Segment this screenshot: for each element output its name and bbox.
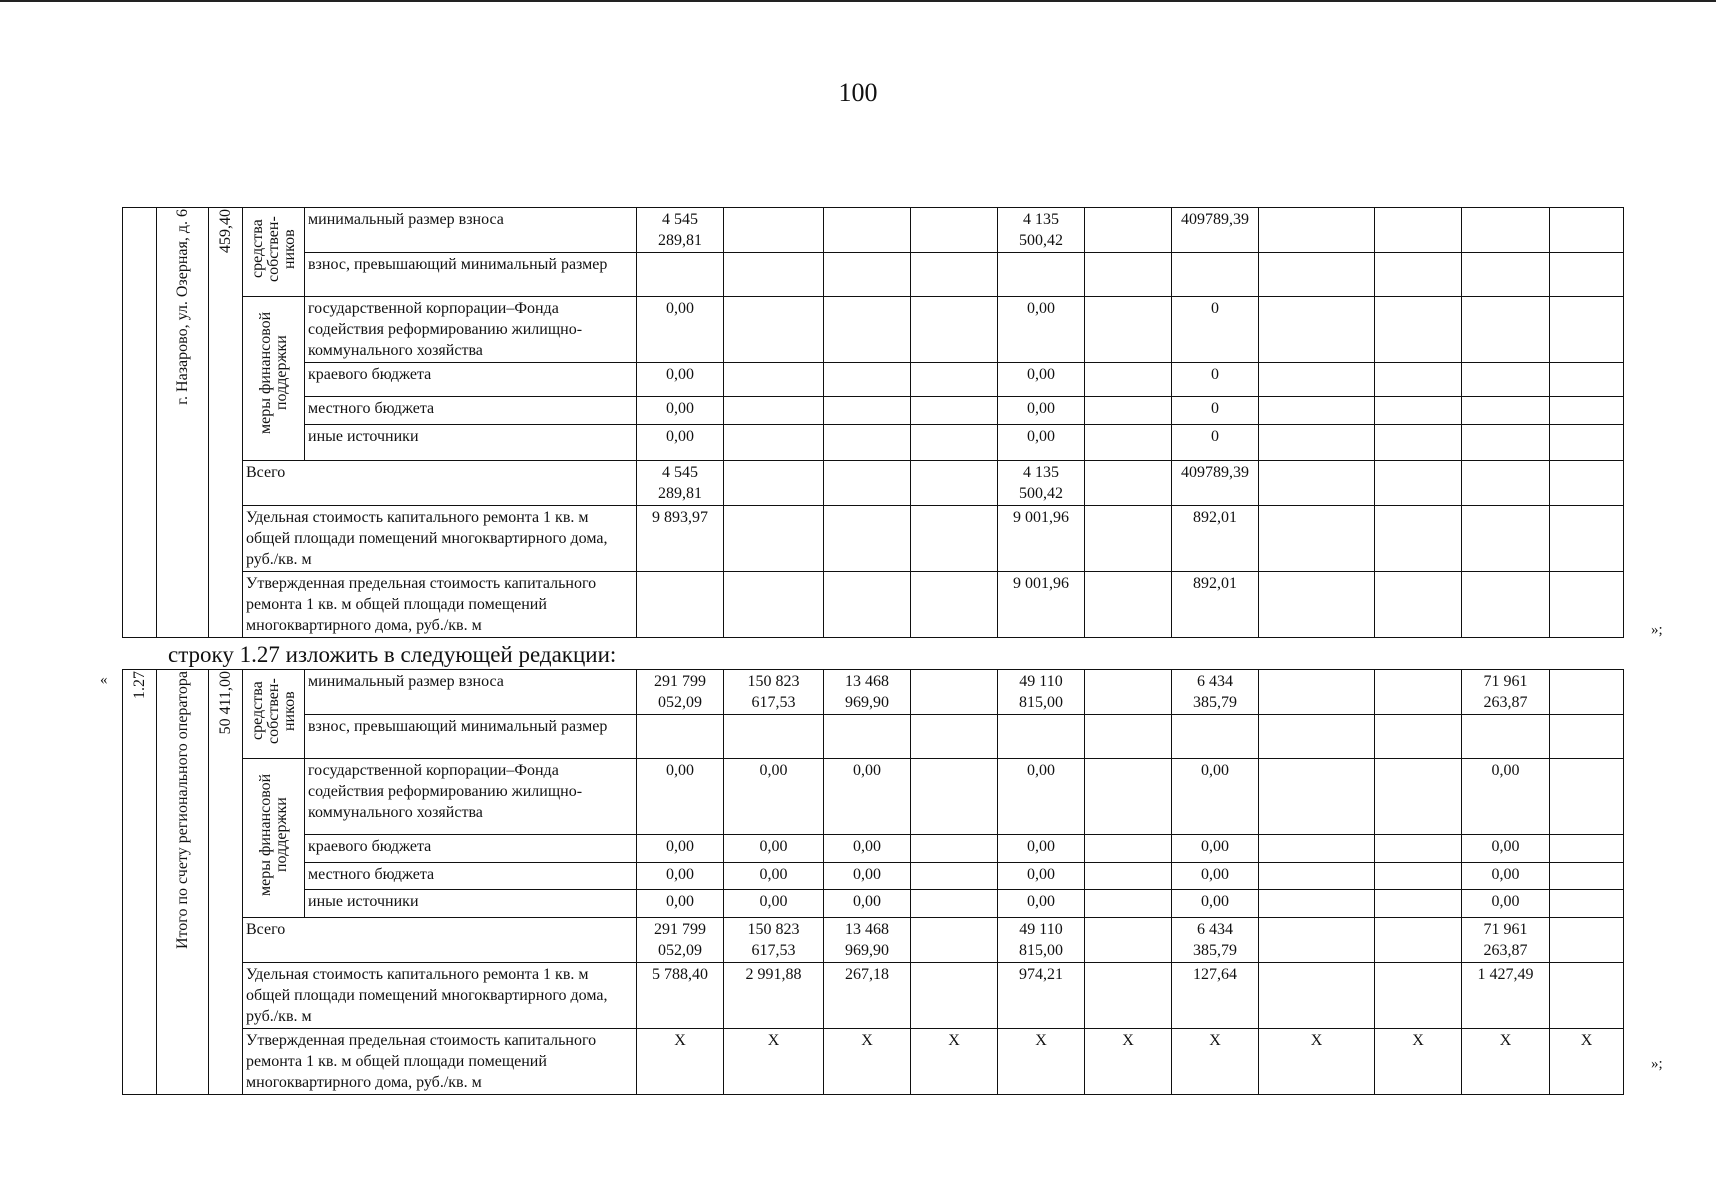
closing-quote-2: »; — [1651, 1056, 1663, 1072]
value-cell-c11 — [1550, 425, 1624, 461]
value-cell-c6 — [1085, 715, 1172, 759]
value-cell-c3 — [824, 397, 911, 425]
value-cell-c11 — [1550, 759, 1624, 835]
value-cell-c3 — [824, 715, 911, 759]
value-cell-c9 — [1375, 835, 1462, 863]
owner-funds-label: средства собствен-ников — [248, 216, 298, 282]
value-cell-c2: 150 823 617,53 — [724, 918, 824, 963]
value-cell-c1 — [637, 715, 724, 759]
value-cell-c4 — [911, 890, 998, 918]
value-cell-c5: 49 110 815,00 — [998, 670, 1085, 715]
value-cell-c11 — [1550, 208, 1624, 253]
area-cell — [209, 670, 243, 1095]
value-cell-c1: 5 788,40 — [637, 963, 724, 1029]
value-cell-c10 — [1462, 397, 1550, 425]
value-cell-c3: 13 468 969,90 — [824, 918, 911, 963]
value-cell-c7: 409789,39 — [1172, 208, 1259, 253]
table-row — [123, 208, 1624, 253]
value-cell-c10 — [1462, 425, 1550, 461]
value-cell-c3 — [824, 506, 911, 572]
value-cell-c1: 0,00 — [637, 363, 724, 397]
object-name-cell — [157, 208, 209, 638]
value-cell-c4 — [911, 461, 998, 506]
table-row — [123, 253, 1624, 297]
owner-funds-label: средства собствен-ников — [248, 678, 298, 744]
value-cell-c5: 49 110 815,00 — [998, 918, 1085, 963]
value-cell-c7: 0,00 — [1172, 890, 1259, 918]
value-cell-c4 — [911, 572, 998, 638]
value-cell-c11 — [1550, 670, 1624, 715]
row-label: иные источники — [305, 890, 637, 918]
value-cell-c3 — [824, 297, 911, 363]
table-row — [123, 1029, 1624, 1095]
row-label: Всего — [243, 461, 637, 506]
value-cell-c6 — [1085, 253, 1172, 297]
value-cell-c9 — [1375, 963, 1462, 1029]
value-cell-c3 — [824, 208, 911, 253]
value-cell-c11 — [1550, 297, 1624, 363]
value-cell-c7: 0 — [1172, 363, 1259, 397]
row-label: минимальный размер взноса — [305, 670, 637, 715]
page-number: 100 — [838, 78, 878, 107]
value-cell-c4 — [911, 208, 998, 253]
value-cell-c8 — [1259, 297, 1375, 363]
value-cell-c1: 4 545 289,81 — [637, 208, 724, 253]
value-cell-c1: 0,00 — [637, 759, 724, 835]
value-cell-c6: X — [1085, 1029, 1172, 1095]
value-cell-c9 — [1375, 506, 1462, 572]
value-cell-c6 — [1085, 461, 1172, 506]
row-label: Удельная стоимость капитального ремонта 1 кв. м общей площади помещений многоквартирного дома, руб./кв. м — [243, 506, 637, 572]
value-cell-c5: 0,00 — [998, 862, 1085, 890]
value-cell-c5: 4 135 500,42 — [998, 461, 1085, 506]
value-cell-c9 — [1375, 253, 1462, 297]
value-cell-c2 — [724, 363, 824, 397]
value-cell-c3 — [824, 253, 911, 297]
total-area: 50 411,00 — [217, 671, 234, 735]
value-cell-c6 — [1085, 425, 1172, 461]
row-label: государственной корпорации–Фонда содействия реформированию жилищно-коммунального хозяйства — [305, 297, 637, 363]
value-cell-c6 — [1085, 397, 1172, 425]
financial-support-group — [243, 759, 305, 918]
table-row — [123, 835, 1624, 863]
value-cell-c8 — [1259, 425, 1375, 461]
row-label: Утвержденная предельная стоимость капитального ремонта 1 кв. м общей площади помещений многоквартирного дома, руб./кв. м — [243, 1029, 637, 1095]
value-cell-c9 — [1375, 572, 1462, 638]
value-cell-c2 — [724, 572, 824, 638]
value-cell-c2 — [724, 208, 824, 253]
value-cell-c4 — [911, 506, 998, 572]
value-cell-c11 — [1550, 715, 1624, 759]
value-cell-c2: 0,00 — [724, 835, 824, 863]
value-cell-c1: X — [637, 1029, 724, 1095]
value-cell-c1 — [637, 253, 724, 297]
value-cell-c4 — [911, 363, 998, 397]
value-cell-c9 — [1375, 397, 1462, 425]
value-cell-c3: 0,00 — [824, 890, 911, 918]
table-row — [123, 715, 1624, 759]
value-cell-c11 — [1550, 918, 1624, 963]
value-cell-c4 — [911, 253, 998, 297]
owner-funds-group — [243, 670, 305, 759]
value-cell-c8 — [1259, 670, 1375, 715]
value-cell-c4 — [911, 759, 998, 835]
value-cell-c7: 0,00 — [1172, 835, 1259, 863]
table-regional-operator — [122, 669, 1624, 1095]
value-cell-c1 — [637, 572, 724, 638]
value-cell-c1: 291 799 052,09 — [637, 918, 724, 963]
value-cell-c11 — [1550, 890, 1624, 918]
row-label: Удельная стоимость капитального ремонта 1 кв. м общей площади помещений многоквартирного дома, руб./кв. м — [243, 963, 637, 1029]
value-cell-c5: 9 001,96 — [998, 572, 1085, 638]
row-label: взнос, превышающий минимальный размер — [305, 253, 637, 297]
row-label: взнос, превышающий минимальный размер — [305, 715, 637, 759]
value-cell-c3: 0,00 — [824, 759, 911, 835]
value-cell-c9 — [1375, 918, 1462, 963]
value-cell-c2 — [724, 297, 824, 363]
value-cell-c4 — [911, 835, 998, 863]
value-cell-c9: X — [1375, 1029, 1462, 1095]
value-cell-c9 — [1375, 363, 1462, 397]
value-cell-c4 — [911, 862, 998, 890]
house-address: г. Назарово, ул. Озерная, д. 6 — [174, 209, 191, 405]
value-cell-c6 — [1085, 890, 1172, 918]
value-cell-c8 — [1259, 397, 1375, 425]
value-cell-c2: 150 823 617,53 — [724, 670, 824, 715]
value-cell-c9 — [1375, 759, 1462, 835]
value-cell-c4 — [911, 397, 998, 425]
top-border-line — [0, 0, 1716, 2]
value-cell-c8 — [1259, 835, 1375, 863]
value-cell-c8 — [1259, 208, 1375, 253]
value-cell-c5 — [998, 253, 1085, 297]
value-cell-c1: 0,00 — [637, 425, 724, 461]
table-nazarovo — [122, 207, 1624, 638]
row-label: государственной корпорации–Фонда содействия реформированию жилищно-коммунального хозяйства — [305, 759, 637, 835]
value-cell-c1: 0,00 — [637, 862, 724, 890]
value-cell-c5: 4 135 500,42 — [998, 208, 1085, 253]
value-cell-c4 — [911, 297, 998, 363]
value-cell-c3: 0,00 — [824, 835, 911, 863]
financial-support-group — [243, 297, 305, 461]
value-cell-c3 — [824, 363, 911, 397]
value-cell-c2: 2 991,88 — [724, 963, 824, 1029]
value-cell-c5 — [998, 715, 1085, 759]
value-cell-c10 — [1462, 297, 1550, 363]
object-name-cell — [157, 670, 209, 1095]
value-cell-c11 — [1550, 862, 1624, 890]
value-cell-c10 — [1462, 572, 1550, 638]
value-cell-c6 — [1085, 506, 1172, 572]
value-cell-c6 — [1085, 759, 1172, 835]
value-cell-c8 — [1259, 461, 1375, 506]
row-label: краевого бюджета — [305, 363, 637, 397]
value-cell-c3: X — [824, 1029, 911, 1095]
value-cell-c2 — [724, 253, 824, 297]
value-cell-c7: X — [1172, 1029, 1259, 1095]
value-cell-c8 — [1259, 890, 1375, 918]
value-cell-c3: 0,00 — [824, 862, 911, 890]
value-cell-c9 — [1375, 461, 1462, 506]
row-label: краевого бюджета — [305, 835, 637, 863]
value-cell-c2 — [724, 715, 824, 759]
value-cell-c11 — [1550, 572, 1624, 638]
value-cell-c6 — [1085, 862, 1172, 890]
table-row — [123, 963, 1624, 1029]
value-cell-c10: 71 961 263,87 — [1462, 670, 1550, 715]
table-row — [123, 670, 1624, 715]
value-cell-c8 — [1259, 572, 1375, 638]
value-cell-c10: 71 961 263,87 — [1462, 918, 1550, 963]
row-label: иные источники — [305, 425, 637, 461]
value-cell-c8 — [1259, 862, 1375, 890]
value-cell-c6 — [1085, 963, 1172, 1029]
value-cell-c5: 0,00 — [998, 890, 1085, 918]
opening-quote: « — [100, 672, 108, 688]
row-label: Утвержденная предельная стоимость капитального ремонта 1 кв. м общей площади помещений многоквартирного дома, руб./кв. м — [243, 572, 637, 638]
total-area: 459,40 — [217, 209, 234, 253]
value-cell-c8 — [1259, 715, 1375, 759]
value-cell-c3: 13 468 969,90 — [824, 670, 911, 715]
value-cell-c7 — [1172, 715, 1259, 759]
row-label: Всего — [243, 918, 637, 963]
value-cell-c8 — [1259, 759, 1375, 835]
row-label: минимальный размер взноса — [305, 208, 637, 253]
value-cell-c5: 0,00 — [998, 835, 1085, 863]
table-row — [123, 425, 1624, 461]
value-cell-c7: 892,01 — [1172, 506, 1259, 572]
value-cell-c8 — [1259, 363, 1375, 397]
row-label: местного бюджета — [305, 862, 637, 890]
table-row — [123, 918, 1624, 963]
row-label: местного бюджета — [305, 397, 637, 425]
value-cell-c2: 0,00 — [724, 862, 824, 890]
row-number: 1.27 — [131, 671, 148, 699]
table-row — [123, 297, 1624, 363]
value-cell-c1: 0,00 — [637, 890, 724, 918]
value-cell-c11 — [1550, 461, 1624, 506]
value-cell-c6 — [1085, 835, 1172, 863]
value-cell-c7: 127,64 — [1172, 963, 1259, 1029]
value-cell-c7: 0,00 — [1172, 862, 1259, 890]
value-cell-c8 — [1259, 506, 1375, 572]
value-cell-c11 — [1550, 835, 1624, 863]
value-cell-c2: 0,00 — [724, 759, 824, 835]
value-cell-c7: 892,01 — [1172, 572, 1259, 638]
value-cell-c3 — [824, 425, 911, 461]
value-cell-c4 — [911, 918, 998, 963]
value-cell-c2: 0,00 — [724, 890, 824, 918]
value-cell-c6 — [1085, 208, 1172, 253]
value-cell-c5: 9 001,96 — [998, 506, 1085, 572]
value-cell-c9 — [1375, 890, 1462, 918]
value-cell-c5: 0,00 — [998, 425, 1085, 461]
table-row — [123, 363, 1624, 397]
value-cell-c10: 0,00 — [1462, 835, 1550, 863]
value-cell-c4 — [911, 963, 998, 1029]
value-cell-c1: 291 799 052,09 — [637, 670, 724, 715]
row-number-cell — [123, 670, 157, 1095]
value-cell-c7: 6 434 385,79 — [1172, 670, 1259, 715]
value-cell-c6 — [1085, 670, 1172, 715]
value-cell-c9 — [1375, 208, 1462, 253]
value-cell-c7: 6 434 385,79 — [1172, 918, 1259, 963]
value-cell-c5: 0,00 — [998, 297, 1085, 363]
value-cell-c8: X — [1259, 1029, 1375, 1095]
value-cell-c8 — [1259, 918, 1375, 963]
value-cell-c8 — [1259, 963, 1375, 1029]
value-cell-c2 — [724, 506, 824, 572]
value-cell-c6 — [1085, 297, 1172, 363]
value-cell-c10: X — [1462, 1029, 1550, 1095]
value-cell-c7 — [1172, 253, 1259, 297]
value-cell-c11 — [1550, 253, 1624, 297]
area-cell — [209, 208, 243, 638]
value-cell-c8 — [1259, 253, 1375, 297]
value-cell-c5: 0,00 — [998, 363, 1085, 397]
value-cell-c10 — [1462, 363, 1550, 397]
value-cell-c10: 0,00 — [1462, 862, 1550, 890]
value-cell-c10 — [1462, 715, 1550, 759]
value-cell-c9 — [1375, 862, 1462, 890]
value-cell-c11 — [1550, 506, 1624, 572]
value-cell-c10: 0,00 — [1462, 890, 1550, 918]
table-row — [123, 506, 1624, 572]
value-cell-c10 — [1462, 461, 1550, 506]
value-cell-c5: X — [998, 1029, 1085, 1095]
value-cell-c7: 0 — [1172, 297, 1259, 363]
value-cell-c5: 0,00 — [998, 397, 1085, 425]
value-cell-c5: 0,00 — [998, 759, 1085, 835]
value-cell-c3 — [824, 461, 911, 506]
financial-support-label: меры финансовой поддержки — [256, 311, 290, 435]
value-cell-c11: X — [1550, 1029, 1624, 1095]
value-cell-c1: 4 545 289,81 — [637, 461, 724, 506]
value-cell-c3: 267,18 — [824, 963, 911, 1029]
value-cell-c6 — [1085, 363, 1172, 397]
value-cell-c2 — [724, 397, 824, 425]
value-cell-c9 — [1375, 670, 1462, 715]
value-cell-c10: 1 427,49 — [1462, 963, 1550, 1029]
value-cell-c4 — [911, 425, 998, 461]
value-cell-c6 — [1085, 572, 1172, 638]
value-cell-c4: X — [911, 1029, 998, 1095]
closing-quote-1: »; — [1651, 622, 1663, 638]
value-cell-c2 — [724, 461, 824, 506]
value-cell-c4 — [911, 715, 998, 759]
value-cell-c2: X — [724, 1029, 824, 1095]
value-cell-c7: 0 — [1172, 397, 1259, 425]
value-cell-c10 — [1462, 506, 1550, 572]
table-row — [123, 461, 1624, 506]
row-number-cell — [123, 208, 157, 638]
object-name: Итого по счету регионального оператора — [174, 671, 191, 950]
value-cell-c11 — [1550, 363, 1624, 397]
value-cell-c10 — [1462, 208, 1550, 253]
owner-funds-group — [243, 208, 305, 297]
value-cell-c7: 0,00 — [1172, 759, 1259, 835]
table-row — [123, 759, 1624, 835]
table-row — [123, 397, 1624, 425]
value-cell-c10 — [1462, 253, 1550, 297]
table-row — [123, 862, 1624, 890]
value-cell-c1: 0,00 — [637, 297, 724, 363]
value-cell-c1: 9 893,97 — [637, 506, 724, 572]
value-cell-c7: 409789,39 — [1172, 461, 1259, 506]
value-cell-c3 — [824, 572, 911, 638]
amendment-caption: строку 1.27 изложить в следующей редакции: — [168, 642, 617, 667]
value-cell-c6 — [1085, 918, 1172, 963]
value-cell-c11 — [1550, 963, 1624, 1029]
table-row — [123, 890, 1624, 918]
financial-support-label: меры финансовой поддержки — [256, 773, 290, 897]
value-cell-c2 — [724, 425, 824, 461]
value-cell-c10: 0,00 — [1462, 759, 1550, 835]
value-cell-c9 — [1375, 425, 1462, 461]
value-cell-c7: 0 — [1172, 425, 1259, 461]
value-cell-c11 — [1550, 397, 1624, 425]
value-cell-c5: 974,21 — [998, 963, 1085, 1029]
value-cell-c9 — [1375, 297, 1462, 363]
value-cell-c1: 0,00 — [637, 397, 724, 425]
value-cell-c9 — [1375, 715, 1462, 759]
value-cell-c4 — [911, 670, 998, 715]
table-row — [123, 572, 1624, 638]
value-cell-c1: 0,00 — [637, 835, 724, 863]
